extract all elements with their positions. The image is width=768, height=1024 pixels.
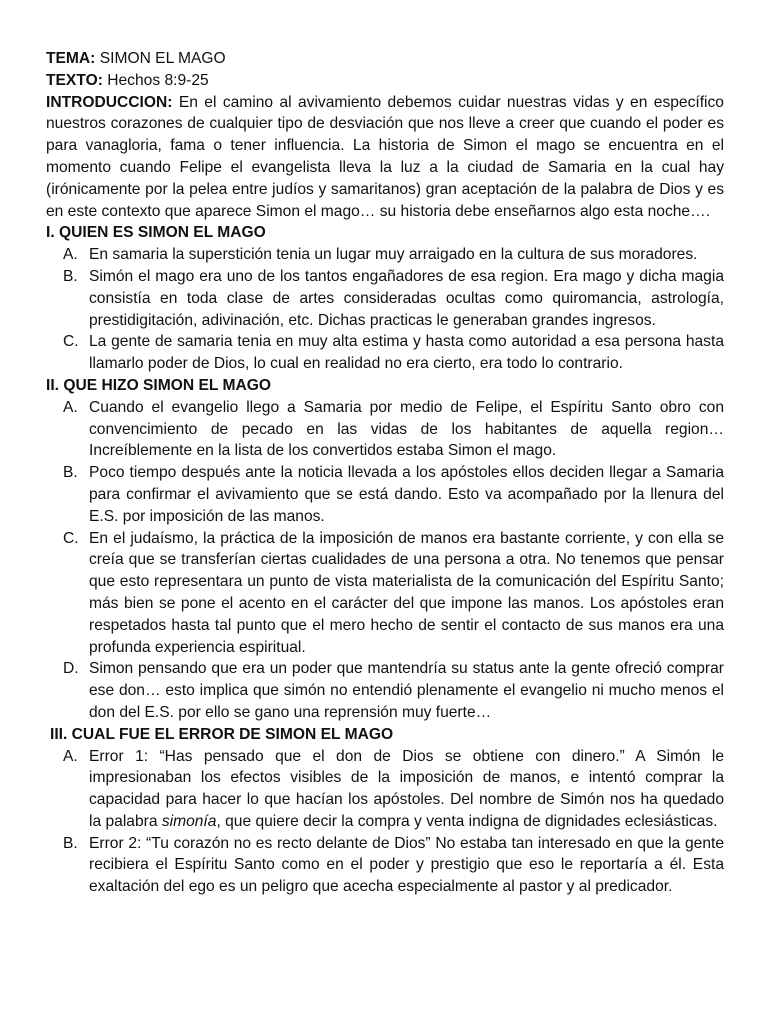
list-item-text: En el judaísmo, la práctica de la imposición de manos era bastante corriente, y con ella se creía que se transferían ciertas cualidades de una persona a otra. No tenemos que pensar que esto representara un punto de vista materialista de la comunicación del Espíritu Santo; más bien se pone el acento en el carácter del que impone las manos. Los apóstoles eran respetados hasta tal punto que el mero hecho de sentir el contacto de sus manos era una profunda experiencia espiritual.	[89, 529, 724, 656]
list-item-text-before: Error 1: “Has pensado que el don de Dios se obtiene con dinero.” A Simón le impresionaban los efectos visibles de la imposición de manos, e intentó comprar la capacidad para hacer lo que hacían los apóstoles. Del nombre de Simón nos ha quedado la palabra	[89, 747, 724, 830]
list-marker: C.	[63, 529, 79, 547]
list-item	[63, 462, 724, 527]
section-1-list	[46, 244, 724, 375]
section-heading-3: III. CUAL FUE EL ERROR DE SIMON EL MAGO	[50, 725, 394, 743]
list-item-text: En samaria la superstición tenia un lugar muy arraigado en la cultura de sus moradores.	[89, 246, 698, 264]
document-page	[46, 48, 724, 898]
section-3-list	[46, 746, 724, 899]
list-item	[63, 244, 724, 266]
tema-line	[46, 48, 724, 70]
list-item-text: Cuando el evangelio llego a Samaria por medio de Felipe, el Espíritu Santo obro con convencimiento de pecado en las vidas de los habitantes de aquella region… Increíblemente en la lista de los convertidos estaba Simon el mago.	[89, 398, 724, 460]
list-marker: C.	[63, 333, 79, 351]
tema-value: SIMON EL MAGO	[99, 50, 226, 67]
section-heading-2: II. QUE HIZO SIMON EL MAGO	[46, 376, 271, 394]
tema-label: TEMA:	[46, 50, 96, 67]
texto-value: Hechos 8:9-25	[107, 71, 209, 89]
list-marker: D.	[63, 660, 79, 678]
list-item-text: Simón el mago era uno de los tantos engañadores de esa region. Era mago y dicha magia consistía en toda clase de artes consideradas ocultas como quiromancia, astrología, prestidigitación, adivinación, etc. Dichas practicas le generaban grandes ingresos.	[89, 267, 724, 329]
section-heading-1: I. QUIEN ES SIMON EL MAGO	[46, 224, 266, 242]
list-item	[63, 746, 724, 833]
list-item-text: Simon pensando que era un poder que mantendría su status ante la gente ofreció comprar ese don… esto implica que simón no entendió plenamente el evangelio ni mucho menos el don del E.S. por ello se gano una reprensión muy fuerte…	[89, 660, 724, 721]
texto-label: TEXTO:	[46, 71, 103, 89]
list-item-text: La gente de samaria tenia en muy alta estima y hasta como autoridad a esa persona hasta llamarlo poder de Dios, lo cual en realidad no era cierto, era todo lo contrario.	[89, 333, 724, 373]
introduction-paragraph	[46, 92, 724, 223]
list-item-text: Poco tiempo después ante la noticia llevada a los apóstoles ellos deciden llegar a Samaria para confirmar el avivamiento que se está dando. Esto va acompañado por la llenura del E.S. por imposición de las manos.	[89, 464, 724, 525]
list-item	[63, 266, 724, 331]
list-item-text-after: , que quiere decir la compra y venta indigna de dignidades eclesiásticas.	[216, 812, 718, 830]
simonia-emphasis: simonía	[161, 812, 217, 830]
intro-label: INTRODUCCION:	[46, 93, 173, 111]
list-marker: A.	[63, 747, 78, 765]
list-item	[63, 528, 724, 659]
list-item	[63, 397, 724, 462]
texto-line	[46, 70, 724, 92]
list-item-text: Error 2: “Tu corazón no es recto delante de Dios” No estaba tan interesado en que la gente recibiera el Espíritu Santo como en el poder y prestigio que eso le reportaría a él. Esta exaltación del ego es un peligro que acecha especialmente al pastor y al predicador.	[89, 834, 724, 896]
intro-text: En el camino al avivamiento debemos cuidar nuestras vidas y en específico nuestros corazones de cualquier tipo de desviación que nos lleve a creer que cuando el poder es para vanagloria, fama o tener influencia. La historia de Simon el mago se encuentra en el momento cuando Felipe el evangelista lleva la luz a la ciudad de Samaria en la cual hay (irónicamente por la pelea entre judíos y samaritanos) gran aceptación de la palabra de Dios y es en este contexto que aparece Simon el mago… su historia debe enseñarnos algo esta noche….	[46, 93, 724, 220]
section-2-list	[46, 397, 724, 724]
list-marker: B.	[63, 267, 78, 285]
list-marker: A.	[63, 398, 78, 416]
list-marker: A.	[63, 246, 78, 264]
list-item	[63, 331, 724, 375]
list-item	[63, 658, 724, 723]
list-marker: B.	[63, 464, 78, 482]
list-item	[63, 833, 724, 898]
list-marker: B.	[63, 834, 78, 852]
